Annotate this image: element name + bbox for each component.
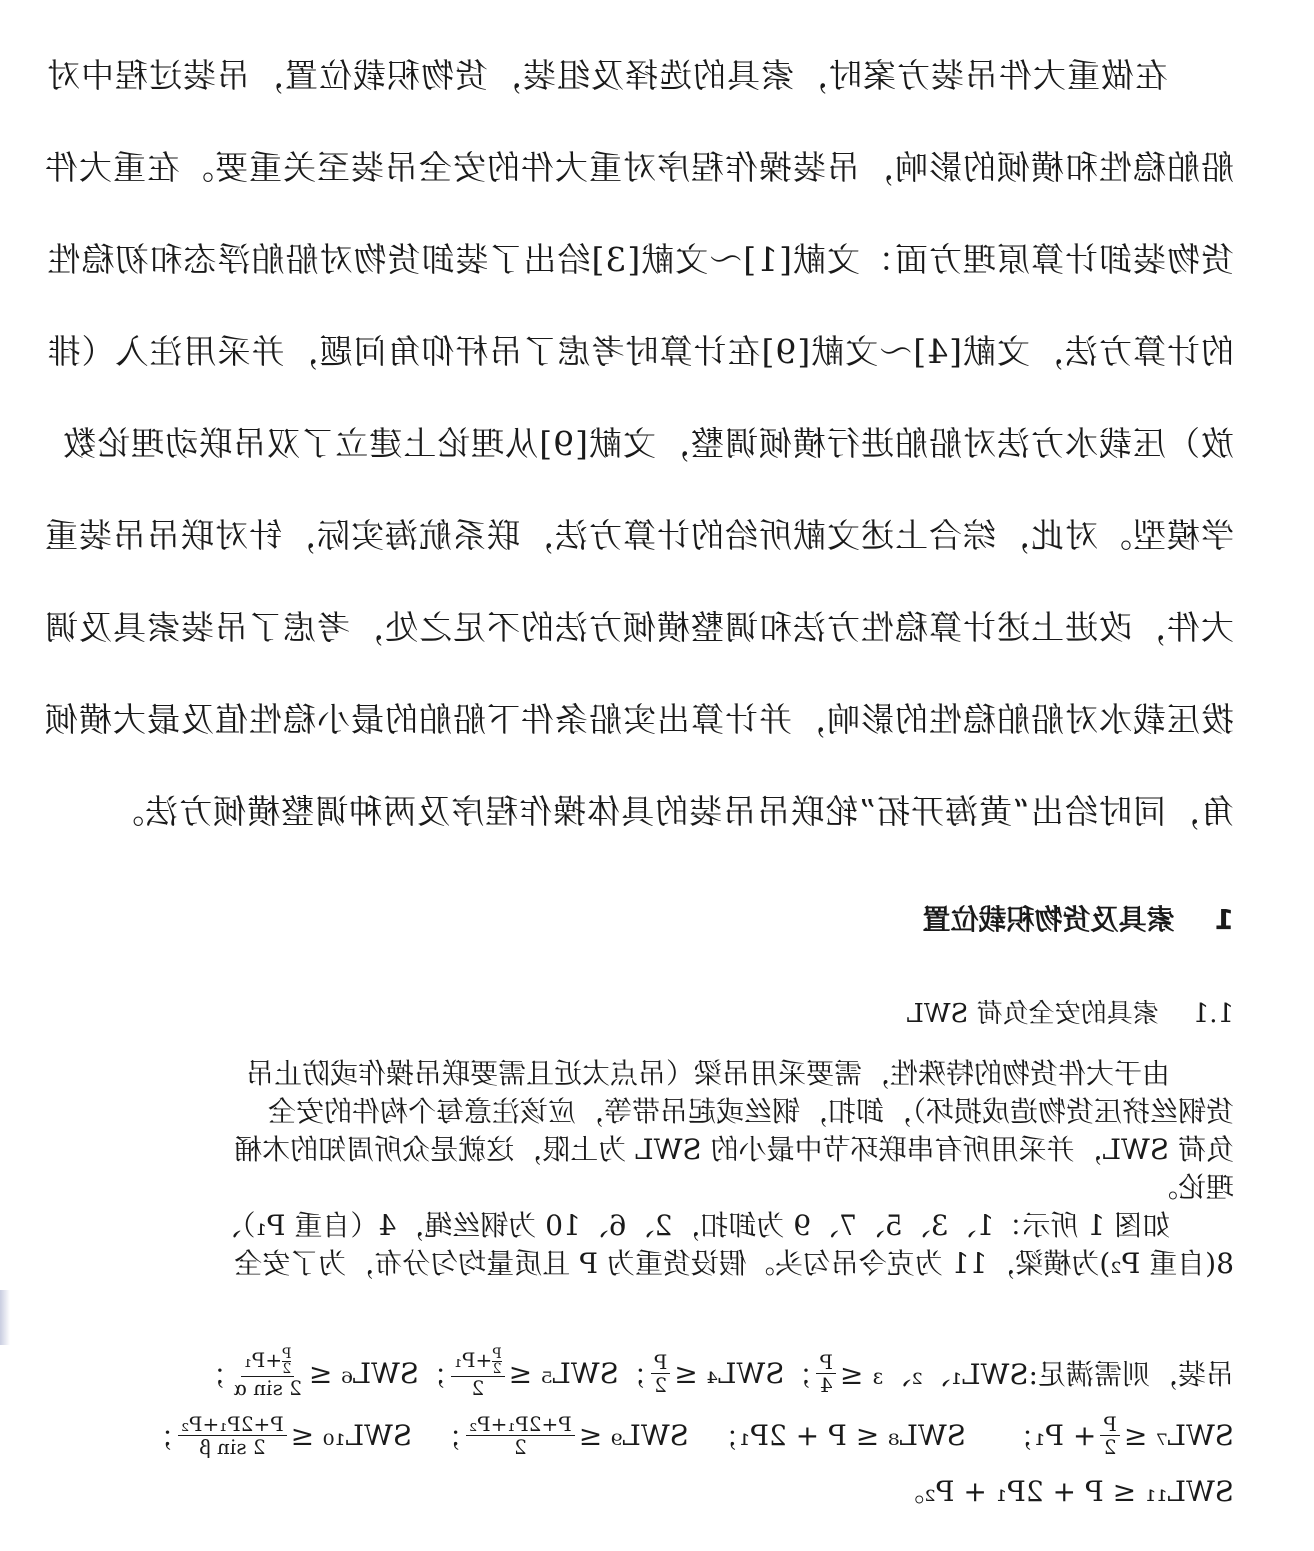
- formula-text: SWL₁₀ ≤: [290, 1418, 413, 1452]
- denominator: 2 sin α: [233, 1376, 302, 1400]
- formula-text: SWL₉ ≤: [578, 1418, 689, 1452]
- text-line: 如图 1 所示：1、3、5、7、9 为卸扣，2、6、10 为钢丝绳，4（自重 P₁）、: [213, 1209, 1170, 1242]
- formula-line-2: [146, 1405, 1234, 1465]
- text-line: 8(自重 P₂)为横梁，11 为克令吊勾头。假设货重为 P 且质量均匀分布，为了安全: [234, 1247, 1234, 1280]
- subsection-heading: [907, 993, 1234, 1030]
- numerator: P: [1100, 1413, 1119, 1436]
- numerator-term: +P₁: [243, 1348, 283, 1372]
- numerator: [451, 1347, 505, 1377]
- separator: ；: [618, 1358, 647, 1391]
- denominator: 2: [514, 1434, 527, 1459]
- formula-text: SWL₄ ≤: [674, 1356, 785, 1390]
- denominator: 2: [654, 1372, 667, 1397]
- text-line: 负荷 SWL，并采用所有串联环节中最小的 SWL 为上限，这就是众所周知的木桶: [234, 1133, 1234, 1166]
- numerator: P: [651, 1351, 670, 1374]
- text-line: 船舶稳性和横倾的影响，吊装操作程序对重大件的安全吊装至关重要。在重大件: [44, 148, 1234, 187]
- separator: ；: [198, 1358, 227, 1391]
- formula-text: SWL₈ ≤ P + 2P₁: [738, 1418, 966, 1452]
- fraction: [1100, 1413, 1119, 1458]
- formula-text: + P₁: [1033, 1418, 1097, 1452]
- text-line: 大件，改进上述计算稳性方法和调整横倾方法的不足之处，考虑了吊装索具及调: [44, 608, 1234, 647]
- numerator: P+2P₁+P₂: [178, 1413, 287, 1436]
- separator: ；: [419, 1358, 448, 1391]
- separator: ；: [710, 1420, 739, 1453]
- separator: ；: [784, 1358, 813, 1391]
- inner-denominator: 2: [282, 1361, 292, 1377]
- separator: ；: [146, 1420, 175, 1453]
- formula-text: 吊装，则需满足:SWL₁、₂、₃ ≤: [839, 1358, 1234, 1391]
- denominator: 2: [471, 1376, 485, 1400]
- inner-denominator: 2: [492, 1361, 502, 1377]
- denominator: 2: [1103, 1434, 1117, 1459]
- inner-numerator: P: [282, 1346, 292, 1362]
- formula-line-3: [896, 1468, 1234, 1512]
- text-line: 拨压载水对船舶稳性的影响，并计算出实船条件下船舶的最小稳性值及最大横倾: [44, 700, 1234, 739]
- formula-line-1: [198, 1338, 1234, 1408]
- formula-text: SWL₁₁ ≤ P + 2P₁ + P₂。: [896, 1475, 1234, 1508]
- text-line: 的计算方法，文献[4]～文献[9]在计算时考虑了吊杆仰角问题，并采用注入（排: [46, 332, 1234, 371]
- formula-text: SWL₇ ≤: [1123, 1418, 1234, 1452]
- text-line: 货钢丝挤压货物造成损坏），卸扣，钢丝或起吊带等，应该注意每个构件的安全: [267, 1095, 1234, 1128]
- text-line: 由于大件货物的特殊性，需要采用吊梁（吊点太近且需要联吊操作或防止吊: [245, 1057, 1170, 1090]
- numerator: P: [817, 1351, 836, 1374]
- separator: ；: [1005, 1420, 1034, 1453]
- subsection-number: 1.1: [1192, 999, 1234, 1029]
- fraction: [178, 1413, 287, 1458]
- intro-paragraph: [44, 30, 1234, 858]
- separator: ；: [434, 1420, 463, 1453]
- denominator: 2 sin β: [199, 1434, 266, 1459]
- body-paragraph: [74, 1055, 1234, 1283]
- subsection-title: 索具的安全负荷 SWL: [906, 999, 1159, 1029]
- fraction: [451, 1347, 505, 1399]
- text-line: 货物装卸计算原理方面：文献[1]～文献[3]给出了装卸货物对船舶浮态和初稳性: [46, 240, 1234, 279]
- fraction: [466, 1413, 575, 1458]
- scan-edge-mark: [0, 1290, 10, 1345]
- numerator: [241, 1347, 295, 1377]
- text-line: 角，同时给出“黄海开拓”轮联吊吊装的具体操作程序及两种调整横倾方法。: [110, 792, 1234, 831]
- denominator: 4: [819, 1372, 833, 1397]
- inner-numerator: P: [492, 1346, 502, 1362]
- text-line: 在做重大件吊装方案时，索具的选择及组装，货物积载位置，吊装过程中对: [46, 56, 1168, 95]
- numerator-term: +P₁: [454, 1348, 493, 1372]
- text-line: 理论。: [1149, 1171, 1234, 1204]
- inner-fraction: [492, 1347, 501, 1376]
- fraction: [230, 1347, 305, 1399]
- inner-fraction: [282, 1347, 291, 1376]
- section-number: 1: [1214, 903, 1234, 936]
- formula-text: SWL₅ ≤: [508, 1356, 619, 1390]
- fraction: [651, 1351, 670, 1396]
- fraction: [817, 1351, 836, 1396]
- section-heading: [923, 898, 1235, 938]
- text-line: 学模型。对此，综合上述文献所给的计算方法，联系航海实际，针对联吊吊装重: [44, 516, 1234, 555]
- section-title: 索具及货物积载位置: [922, 903, 1175, 936]
- formula-text: SWL₆ ≤: [308, 1356, 420, 1390]
- text-line: 放）压载水方法对船舶进行横倾调整，文献[9]从理论上建立了双吊联动理论数: [62, 424, 1234, 463]
- numerator: P+2P₁+P₂: [466, 1413, 575, 1436]
